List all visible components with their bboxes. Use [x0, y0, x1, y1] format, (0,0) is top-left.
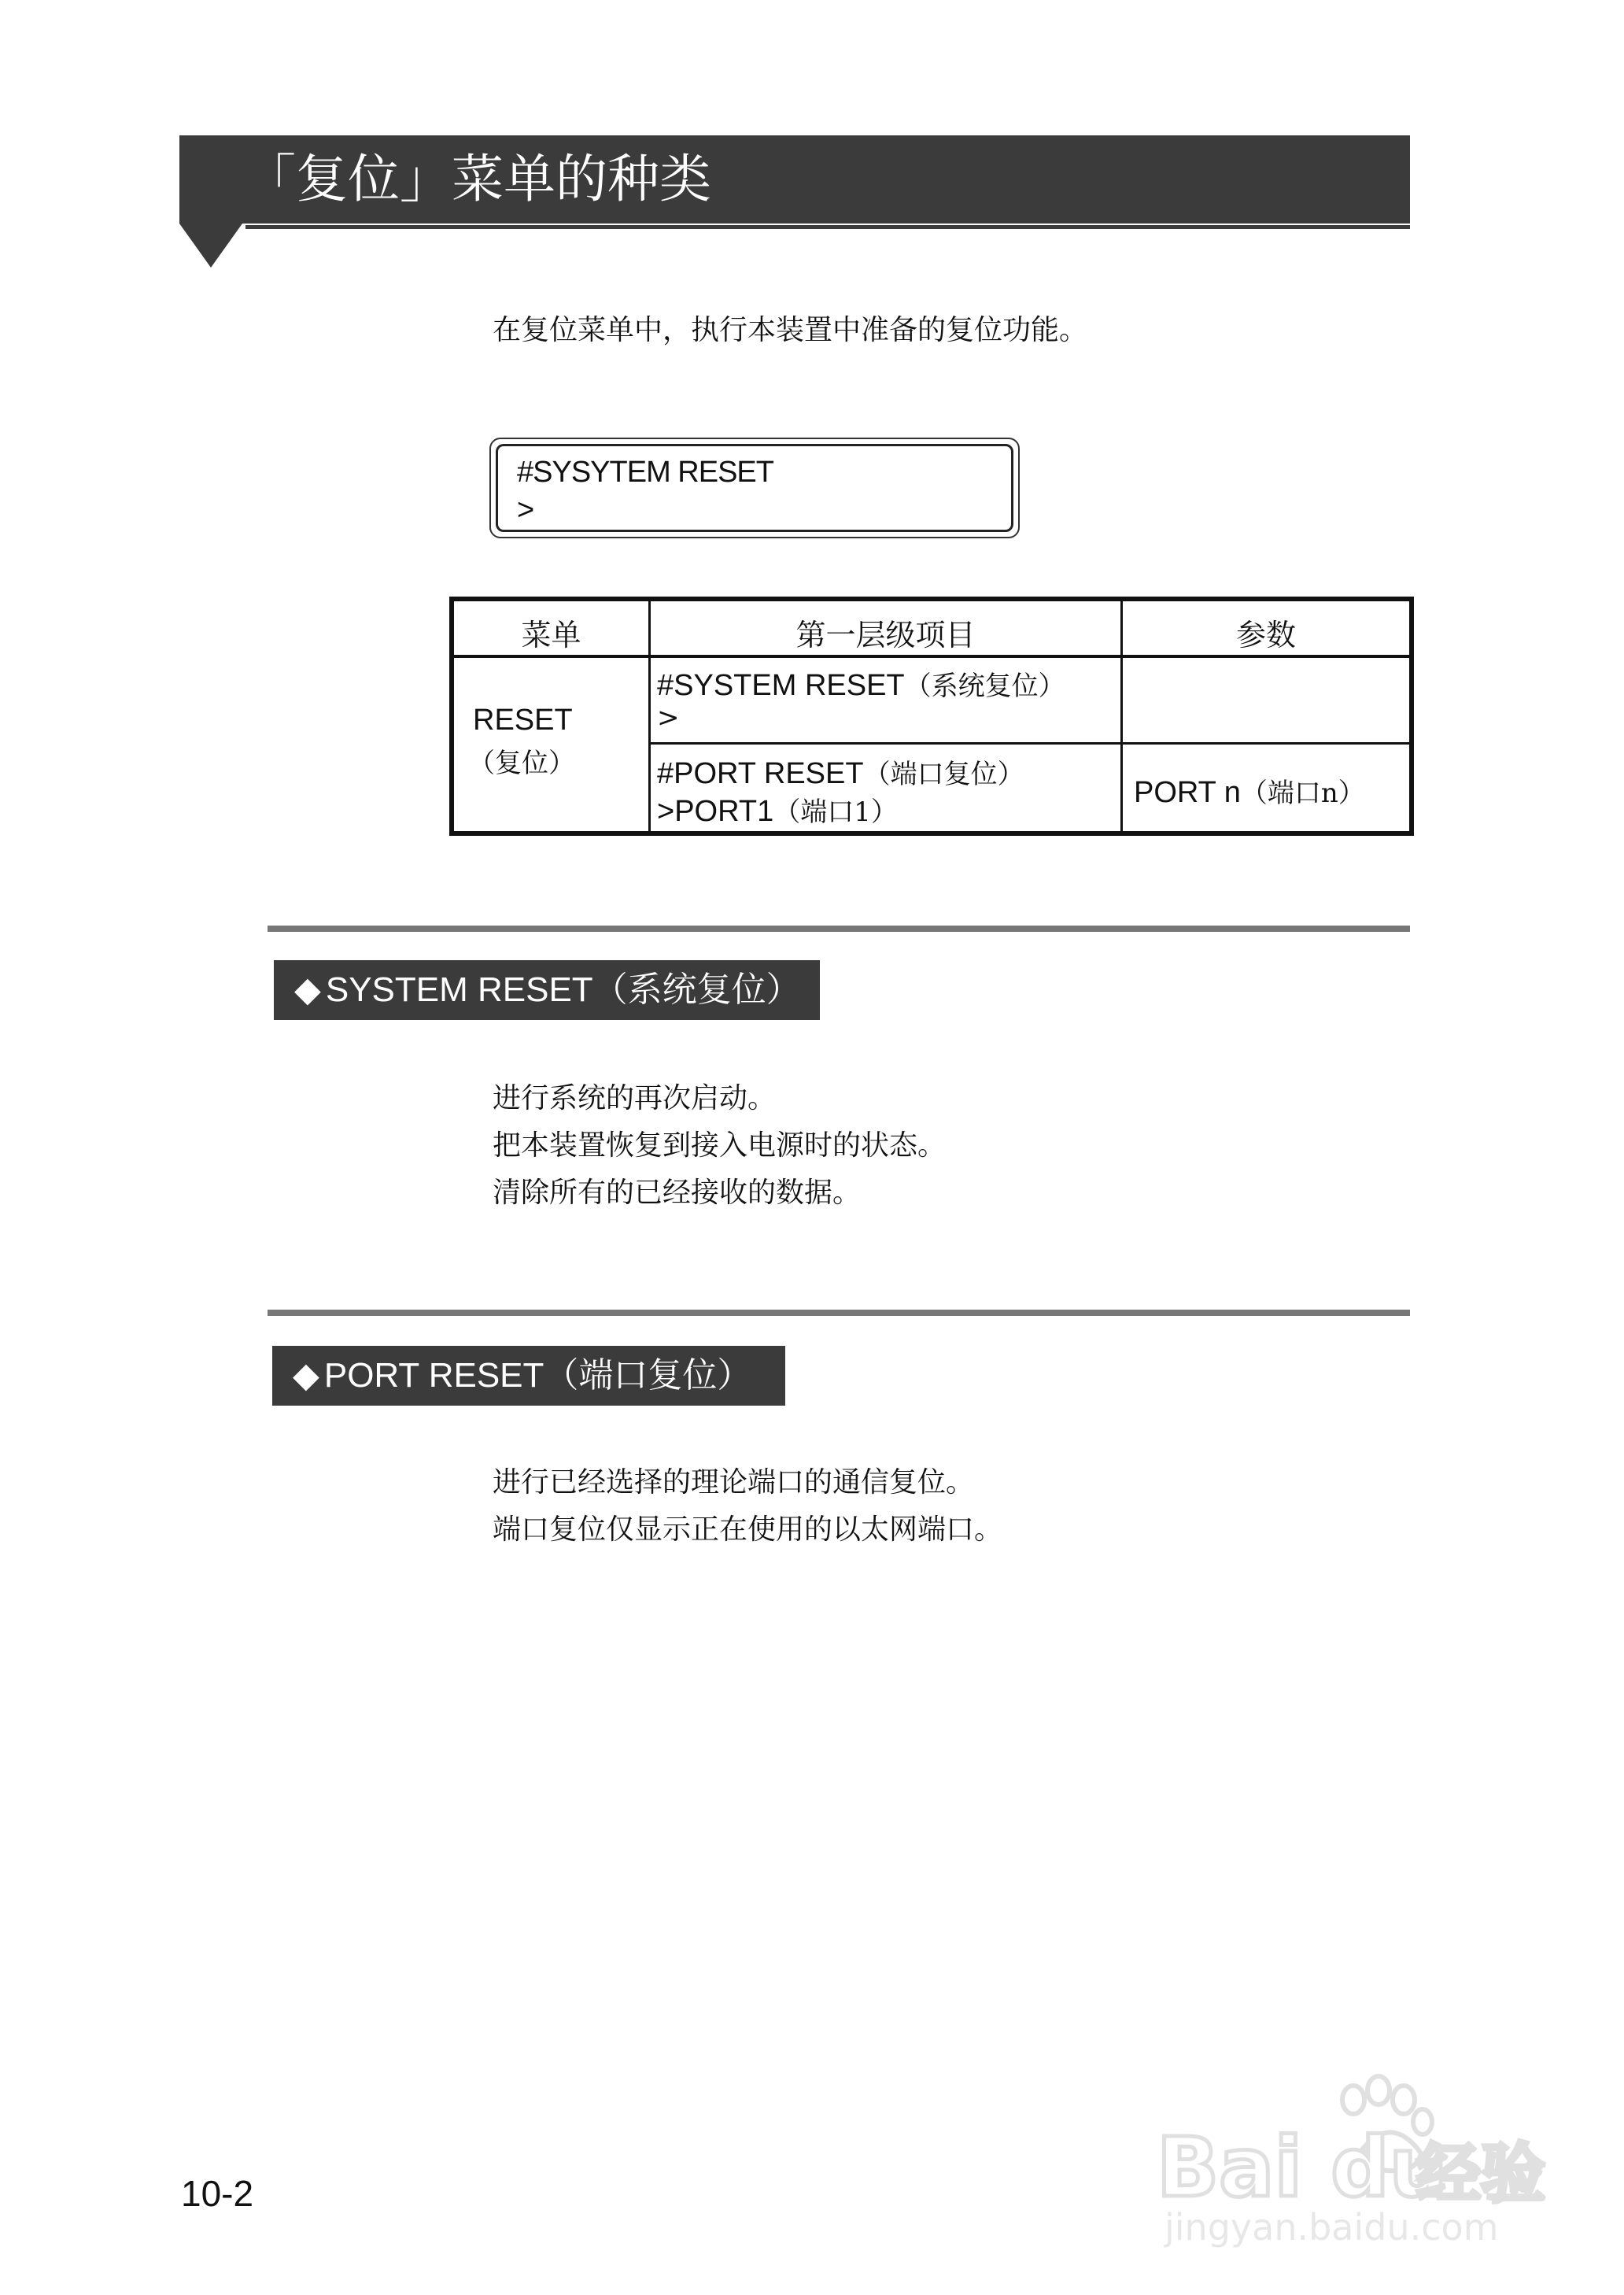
body-line: 进行系统的再次启动。: [493, 1082, 777, 1114]
body-line: 清除所有的已经接收的数据。: [493, 1177, 862, 1209]
table-header-divider: [454, 655, 1409, 658]
page-title: 「复位」菜单的种类: [244, 149, 711, 209]
section-system-reset-body: [493, 1075, 946, 1217]
diamond-bullet-icon: ◆: [294, 970, 321, 1009]
watermark-jingyan-text: 经验: [1416, 2137, 1546, 2212]
section-heading-system-reset: ◆ SYSTEM RESET（系统复位）: [274, 960, 820, 1020]
section-divider: [268, 926, 1410, 932]
body-line: 端口复位仅显示正在使用的以太网端口。: [493, 1513, 1003, 1546]
table-header-first-level: 第一层级项目: [795, 618, 976, 652]
section-port-reset-body: [493, 1459, 1002, 1554]
body-line: 进行已经选择的理论端口的通信复位。: [493, 1466, 975, 1499]
section-heading-port-reset: ◆ PORT RESET（端口复位）: [272, 1346, 785, 1406]
watermark-url-text: jingyan.baidu.com: [1164, 2206, 1499, 2249]
table-row-divider: [648, 742, 1409, 745]
title-underline: [245, 225, 1410, 229]
table-row-port-reset-line1: #PORT RESET（端口复位）: [657, 757, 1024, 790]
table-row-system-reset-line1: #SYSTEM RESET（系统复位）: [657, 669, 1065, 702]
lcd-display: [489, 438, 1020, 538]
intro-text: 在复位菜单中，执行本装置中准备的复位功能。: [493, 314, 1088, 346]
lcd-line-2: >: [517, 493, 534, 527]
table-row-port-reset-param: PORT n（端口n）: [1134, 776, 1365, 809]
menu-table: [449, 597, 1414, 836]
table-row-system-reset-line2: >: [657, 702, 680, 734]
page-number: 10-2: [181, 2173, 254, 2214]
table-menu-name-cn: （复位）: [468, 748, 575, 779]
lcd-display-inner: [496, 444, 1013, 532]
table-header-params: 参数: [1235, 618, 1296, 652]
watermark-brand-text: Bai du: [1157, 2119, 1448, 2216]
lcd-line-1: #SYSYTEM RESET: [517, 456, 773, 489]
intro-paragraph: [493, 307, 1087, 354]
baidu-jingyan-watermark-logo: [1157, 2062, 1566, 2251]
table-menu-name: RESET: [473, 704, 573, 737]
table-header-menu: 菜单: [521, 618, 581, 652]
section-divider: [268, 1310, 1410, 1316]
body-line: 把本装置恢复到接入电源时的状态。: [493, 1129, 947, 1162]
diamond-bullet-icon: ◆: [293, 1356, 319, 1395]
title-notch: [179, 224, 242, 268]
table-row-port-reset-line2: >PORT1（端口1）: [657, 795, 898, 828]
